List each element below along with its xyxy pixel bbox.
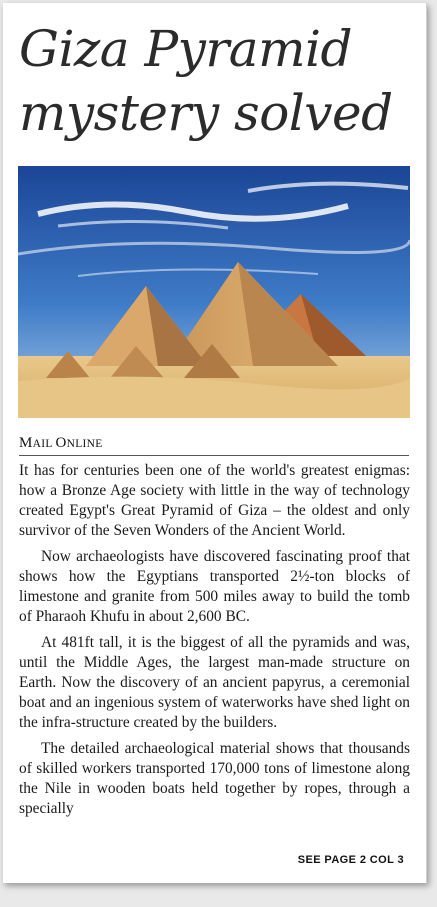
source-credit: MAIL ONLINE — [19, 435, 103, 451]
newspaper-clipping — [3, 3, 427, 883]
headline: Giza Pyramid mystery solved — [19, 20, 393, 142]
article-body — [19, 461, 410, 825]
paragraph: At 481ft tall, it is the biggest of all the pyramids and was, until the Middle Ages, the largest man-made structure on Earth. Now the discovery of an ancient papyrus, a ceremonial boat and an ingenious system of waterworks have shed light on the infra-structure created by the builders. — [19, 634, 410, 731]
pyramids-photo — [18, 166, 410, 418]
divider — [19, 455, 409, 456]
paragraph: The detailed archaeological material shows that thousands of skilled workers transported 170,000 tons of limestone along the Nile in wooden boats held together by ropes, through a specially — [19, 740, 410, 817]
paragraph: It has for centuries been one of the world's greatest enigmas: how a Bronze Age society with little in the way of technology created Egypt's Great Pyramid of Giza – the oldest and only survivor of the Seven Wonders of the Ancient World. — [19, 462, 410, 539]
continuation-note: SEE PAGE 2 COL 3 — [297, 854, 404, 866]
paragraph: Now archaeologists have discovered fascinating proof that shows how the Egyptians transported 2½-ton blocks of limestone and granite from 500 miles away to build the tomb of Pharaoh Khufu in about 2,600 BC. — [19, 548, 410, 625]
